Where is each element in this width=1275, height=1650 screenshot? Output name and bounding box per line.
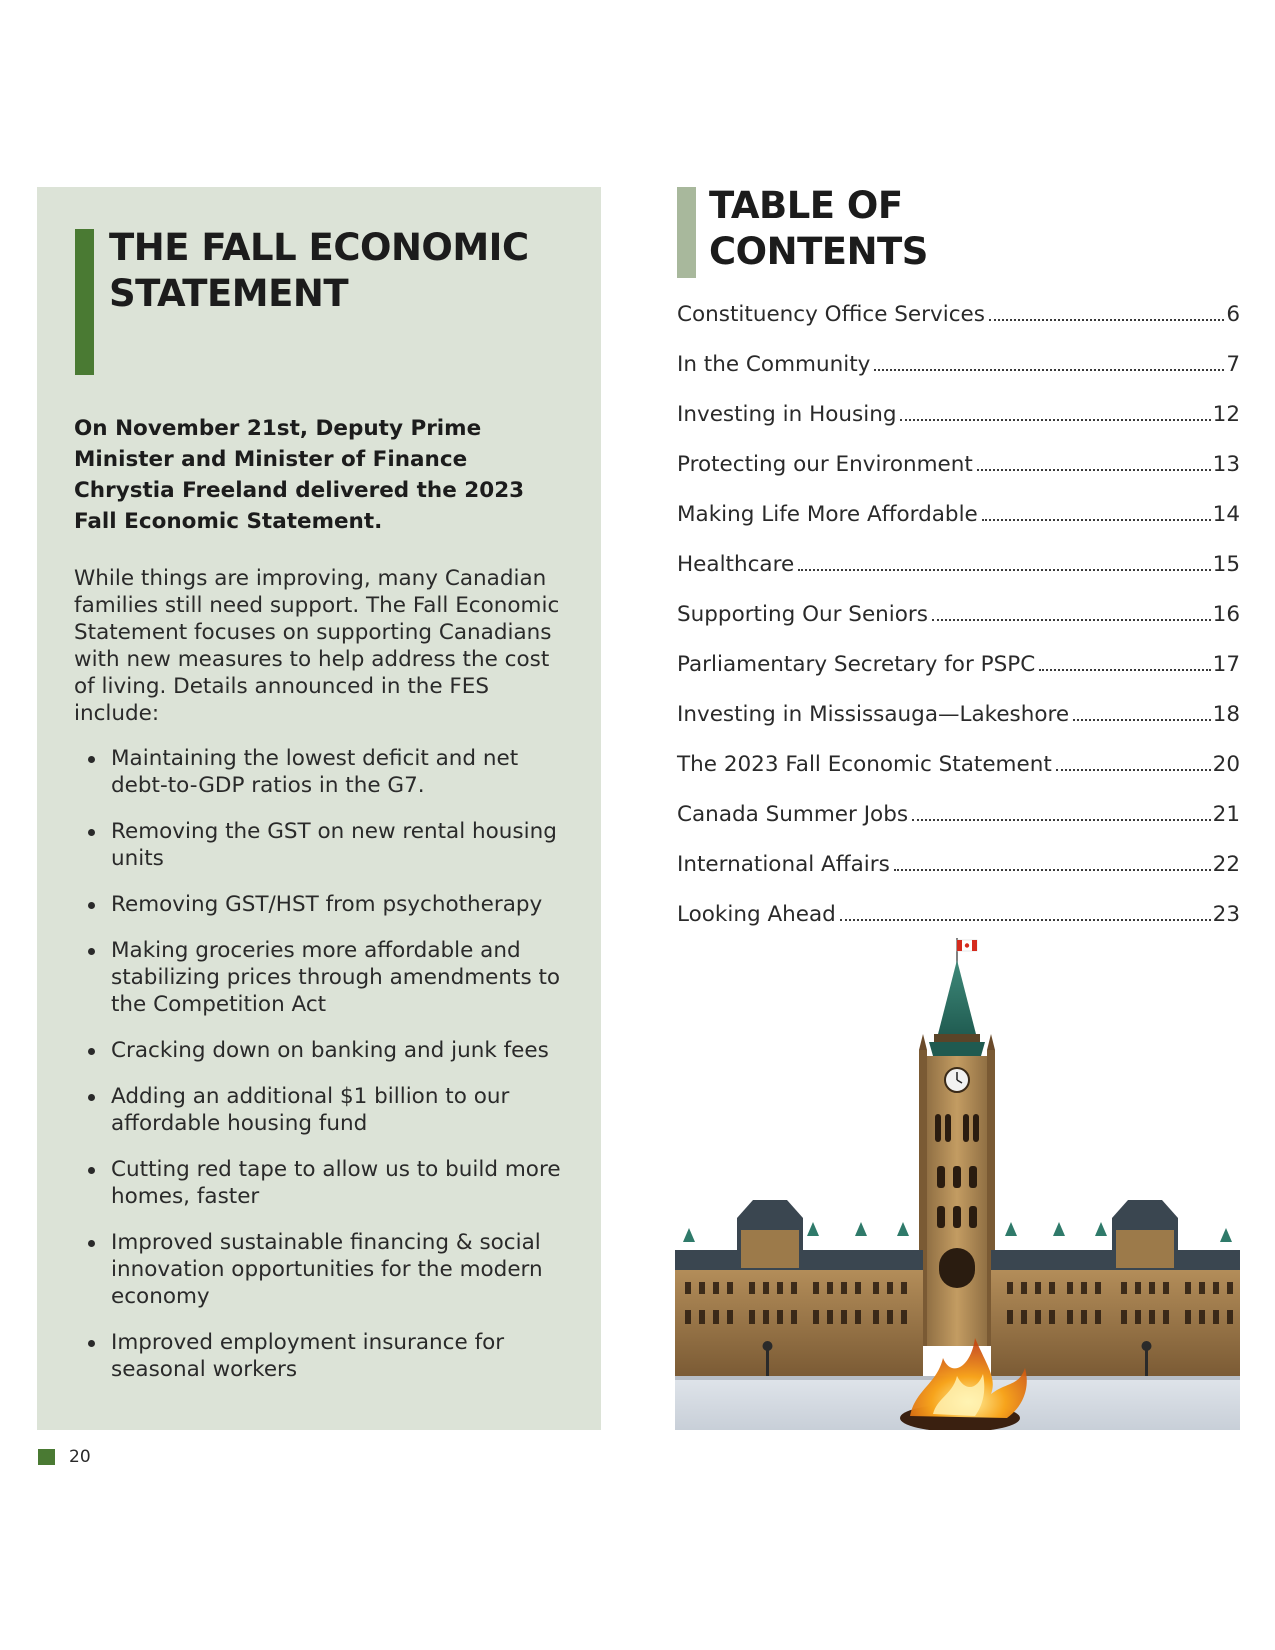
list-item-text: Cutting red tape to allow us to build more homes, faster [111,1157,561,1209]
bullet-icon [88,1167,95,1174]
toc-entry-page: 12 [1212,402,1240,427]
bullet-icon [88,1240,95,1247]
toc-entry[interactable] [677,800,1240,850]
dot-leader [977,468,1211,471]
list-item [74,1229,574,1310]
toc-entry[interactable] [677,700,1240,750]
toc-entry-label: Canada Summer Jobs [677,802,909,827]
dot-leader [1039,668,1210,671]
toc-entry-label: Healthcare [677,552,795,577]
list-item [74,1083,574,1137]
list-item-text: Adding an additional $1 billion to our affordable housing fund [111,1084,510,1136]
list-item-text: Making groceries more affordable and stabilizing prices through amendments to the Competition Act [111,938,561,1017]
toc-entry-page: 20 [1212,752,1240,777]
dot-leader [900,418,1210,421]
toc-entry[interactable] [677,550,1240,600]
toc-entry-label: Constituency Office Services [677,302,985,327]
toc-entry[interactable] [677,600,1240,650]
bullet-icon [88,1048,95,1055]
toc-entry[interactable] [677,350,1240,400]
dot-leader [1056,768,1211,771]
title-accent-bar [75,229,94,375]
bullet-icon [88,1094,95,1101]
dot-leader [874,368,1224,371]
toc-title: TABLE OF CONTENTS [709,184,928,273]
bullet-icon [88,948,95,955]
toc-entry-page: 17 [1212,652,1240,677]
table-of-contents [677,300,1240,950]
toc-entry-page: 22 [1212,852,1240,877]
section-title: THE FALL ECONOMIC STATEMENT [109,226,529,315]
measures-list [74,745,574,1402]
page-number-marker [38,1449,55,1465]
toc-entry-page: 7 [1226,352,1240,377]
list-item [74,818,574,872]
toc-entry-label: Investing in Mississauga—Lakeshore [677,702,1070,727]
bullet-icon [88,829,95,836]
toc-entry-label: Making Life More Affordable [677,502,978,527]
body-paragraph: While things are improving, many Canadian families still need support. The Fall Economic Statement focuses on supporting Canadians with new measures to help address the cost of living. Details announced in the FES include: [74,566,560,726]
bullet-icon [88,902,95,909]
bullet-icon [88,1340,95,1347]
toc-entry[interactable] [677,300,1240,350]
dot-leader [840,918,1211,921]
toc-entry-page: 18 [1212,702,1240,727]
toc-entry-page: 15 [1212,552,1240,577]
toc-entry-label: Supporting Our Seniors [677,602,928,627]
toc-entry-label: Looking Ahead [677,902,836,927]
toc-entry-page: 23 [1212,902,1240,927]
toc-entry[interactable] [677,500,1240,550]
list-item-text: Maintaining the lowest deficit and net debt-to-GDP ratios in the G7. [111,746,519,798]
dot-leader [989,318,1224,321]
list-item [74,1037,574,1064]
list-item [74,1156,574,1210]
page-number: 20 [69,1447,91,1467]
bullet-icon [88,756,95,763]
toc-entry-page: 14 [1212,502,1240,527]
toc-entry-label: Parliamentary Secretary for PSPC [677,652,1036,677]
lead-paragraph: On November 21st, Deputy Prime Minister and Minister of Finance Chrystia Freeland delivered the 2023 Fall Economic Statement. [74,416,525,534]
toc-accent-bar [677,187,696,278]
toc-entry[interactable] [677,450,1240,500]
list-item [74,1329,574,1383]
toc-entry-label: Investing in Housing [677,402,897,427]
toc-entry-page: 16 [1212,602,1240,627]
list-item [74,937,574,1018]
parliament-illustration [675,938,1240,1430]
toc-entry-label: The 2023 Fall Economic Statement [677,752,1052,777]
list-item [74,891,574,918]
fall-economic-statement-panel [37,187,601,1430]
toc-entry-page: 21 [1212,802,1240,827]
dot-leader [894,868,1211,871]
dot-leader [932,618,1211,621]
toc-entry[interactable] [677,850,1240,900]
toc-entry-page: 6 [1226,302,1240,327]
list-item-text: Improved sustainable financing & social innovation opportunities for the modern economy [111,1230,543,1309]
list-item-text: Cracking down on banking and junk fees [111,1038,549,1063]
list-item-text: Removing GST/HST from psychotherapy [111,892,543,917]
list-item-text: Improved employment insurance for seasonal workers [111,1330,505,1382]
canada-flag-icon [957,938,977,964]
toc-entry-label: Protecting our Environment [677,452,973,477]
toc-entry[interactable] [677,400,1240,450]
dot-leader [912,818,1211,821]
dot-leader [982,518,1211,521]
dot-leader [798,568,1210,571]
toc-entry[interactable] [677,750,1240,800]
list-item-text: Removing the GST on new rental housing units [111,819,557,871]
toc-entry-label: International Affairs [677,852,890,877]
toc-entry[interactable] [677,650,1240,700]
list-item [74,745,574,799]
dot-leader [1073,718,1211,721]
toc-entry-page: 13 [1212,452,1240,477]
toc-entry-label: In the Community [677,352,871,377]
